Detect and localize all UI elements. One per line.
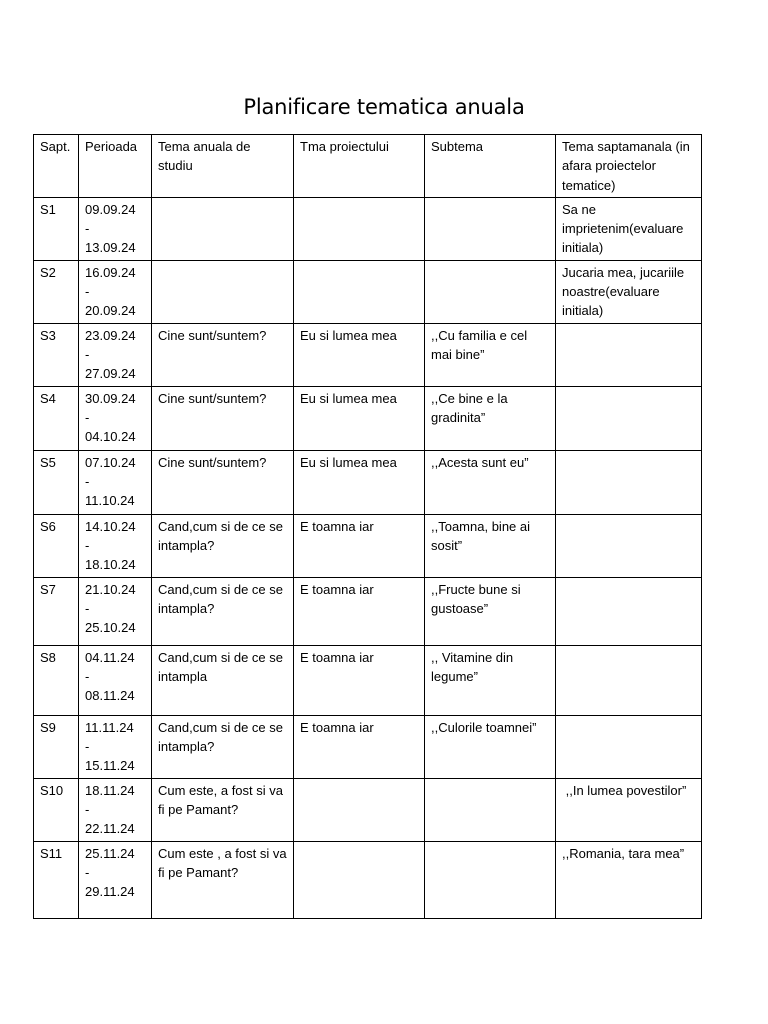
period-end: 04.10.24 (85, 429, 136, 445)
cell-tema-saptamanala (556, 450, 702, 514)
table-row (34, 715, 702, 778)
cell-sapt: S7 (34, 577, 79, 645)
cell-perioada (79, 715, 152, 778)
period-end: 25.10.24 (85, 620, 136, 636)
cell-tema-proiectului (294, 778, 425, 841)
period-start: 23.09.24 (85, 327, 136, 343)
period-end: 08.11.24 (85, 688, 135, 704)
period-end: 13.09.24 (85, 240, 136, 256)
period-end: 18.10.24 (85, 557, 136, 573)
cell-subtema: ,,Toamna, bine ai sosit” (425, 514, 556, 577)
period-end: 29.11.24 (85, 884, 135, 900)
cell-tema-anuala (152, 260, 294, 323)
header-sapt: Sapt. (34, 135, 79, 198)
cell-perioada (79, 514, 152, 577)
table-row (34, 450, 702, 514)
period-start: 25.11.24 (85, 845, 135, 861)
period-separator: - (85, 284, 90, 300)
planning-table (33, 134, 702, 919)
cell-perioada (79, 778, 152, 841)
cell-subtema (425, 841, 556, 918)
cell-tema-anuala: Cine sunt/suntem? (152, 323, 294, 386)
table-row (34, 197, 702, 260)
header-tema-proiectului: Tma proiectului (294, 135, 425, 198)
cell-tema-proiectului: E toamna iar (294, 577, 425, 645)
table-row (34, 841, 702, 918)
period-separator: - (85, 864, 90, 880)
cell-tema-anuala: Cine sunt/suntem? (152, 386, 294, 450)
cell-sapt: S5 (34, 450, 79, 514)
cell-tema-anuala (152, 197, 294, 260)
period-separator: - (85, 538, 90, 554)
table-row (34, 386, 702, 450)
table-row (34, 260, 702, 323)
cell-subtema (425, 778, 556, 841)
cell-subtema: ,,Acesta sunt eu” (425, 450, 556, 514)
period-separator: - (85, 739, 90, 755)
cell-perioada (79, 645, 152, 715)
period-end: 20.09.24 (85, 303, 136, 319)
table-row (34, 514, 702, 577)
cell-tema-saptamanala: ,,Romania, tara mea” (556, 841, 702, 918)
cell-subtema: ,,Cu familia e cel mai bine” (425, 323, 556, 386)
cell-tema-proiectului: Eu si lumea mea (294, 386, 425, 450)
cell-tema-anuala: Cand,cum si de ce se intampla? (152, 577, 294, 645)
cell-tema-saptamanala: ,,In lumea povestilor” (556, 778, 702, 841)
cell-perioada (79, 323, 152, 386)
header-tema-anuala: Tema anuala de studiu (152, 135, 294, 198)
period-end: 22.11.24 (85, 821, 135, 837)
cell-tema-proiectului (294, 260, 425, 323)
period-separator: - (85, 347, 90, 363)
cell-tema-saptamanala (556, 514, 702, 577)
cell-tema-proiectului (294, 841, 425, 918)
cell-sapt: S4 (34, 386, 79, 450)
cell-perioada (79, 841, 152, 918)
cell-sapt: S9 (34, 715, 79, 778)
cell-tema-proiectului (294, 197, 425, 260)
cell-subtema (425, 197, 556, 260)
cell-sapt: S8 (34, 645, 79, 715)
period-start: 09.09.24 (85, 201, 136, 217)
cell-tema-saptamanala (556, 645, 702, 715)
period-separator: - (85, 669, 90, 685)
cell-perioada (79, 450, 152, 514)
cell-tema-anuala: Cine sunt/suntem? (152, 450, 294, 514)
cell-perioada (79, 577, 152, 645)
header-subtema: Subtema (425, 135, 556, 198)
period-separator: - (85, 801, 90, 817)
document-title: Planificare tematica anuala (243, 95, 525, 119)
cell-tema-proiectului: E toamna iar (294, 715, 425, 778)
cell-tema-proiectului: E toamna iar (294, 645, 425, 715)
cell-sapt: S2 (34, 260, 79, 323)
cell-tema-proiectului: Eu si lumea mea (294, 323, 425, 386)
cell-sapt: S3 (34, 323, 79, 386)
period-start: 18.11.24 (85, 782, 135, 798)
period-end: 27.09.24 (85, 366, 136, 382)
cell-tema-saptamanala (556, 323, 702, 386)
period-start: 21.10.24 (85, 581, 136, 597)
table-row (34, 323, 702, 386)
cell-tema-anuala: Cand,cum si de ce se intampla (152, 645, 294, 715)
table-row (34, 577, 702, 645)
cell-tema-saptamanala (556, 386, 702, 450)
cell-perioada (79, 386, 152, 450)
cell-tema-saptamanala (556, 715, 702, 778)
period-start: 30.09.24 (85, 390, 136, 406)
cell-subtema: ,,Ce bine e la gradinita” (425, 386, 556, 450)
period-separator: - (85, 221, 90, 237)
cell-tema-anuala: Cand,cum si de ce se intampla? (152, 514, 294, 577)
header-tema-saptamanala: Tema saptamanala (in afara proiectelor tematice) (556, 135, 702, 198)
period-separator: - (85, 474, 90, 490)
table-header-row (34, 135, 702, 198)
cell-subtema: ,,Culorile toamnei” (425, 715, 556, 778)
cell-subtema (425, 260, 556, 323)
cell-tema-anuala: Cum este , a fost si va fi pe Pamant? (152, 841, 294, 918)
cell-tema-saptamanala: Jucaria mea, jucariile noastre(evaluare initiala) (556, 260, 702, 323)
cell-tema-anuala: Cum este, a fost si va fi pe Pamant? (152, 778, 294, 841)
cell-tema-proiectului: Eu si lumea mea (294, 450, 425, 514)
period-start: 16.09.24 (85, 264, 136, 280)
cell-perioada (79, 197, 152, 260)
period-separator: - (85, 601, 90, 617)
period-end: 15.11.24 (85, 758, 135, 774)
period-separator: - (85, 410, 90, 426)
period-start: 07.10.24 (85, 454, 136, 470)
table-row (34, 778, 702, 841)
cell-tema-anuala: Cand,cum si de ce se intampla? (152, 715, 294, 778)
cell-sapt: S1 (34, 197, 79, 260)
cell-subtema: ,, Vitamine din legume” (425, 645, 556, 715)
table-row (34, 645, 702, 715)
period-start: 14.10.24 (85, 518, 136, 534)
cell-perioada (79, 260, 152, 323)
cell-subtema: ,,Fructe bune si gustoase” (425, 577, 556, 645)
period-start: 11.11.24 (85, 719, 134, 735)
header-perioada: Perioada (79, 135, 152, 198)
cell-sapt: S11 (34, 841, 79, 918)
cell-sapt: S10 (34, 778, 79, 841)
cell-tema-saptamanala: Sa ne imprietenim(evaluare initiala) (556, 197, 702, 260)
cell-sapt: S6 (34, 514, 79, 577)
period-end: 11.10.24 (85, 493, 135, 509)
cell-tema-proiectului: E toamna iar (294, 514, 425, 577)
cell-tema-saptamanala (556, 577, 702, 645)
period-start: 04.11.24 (85, 649, 135, 665)
